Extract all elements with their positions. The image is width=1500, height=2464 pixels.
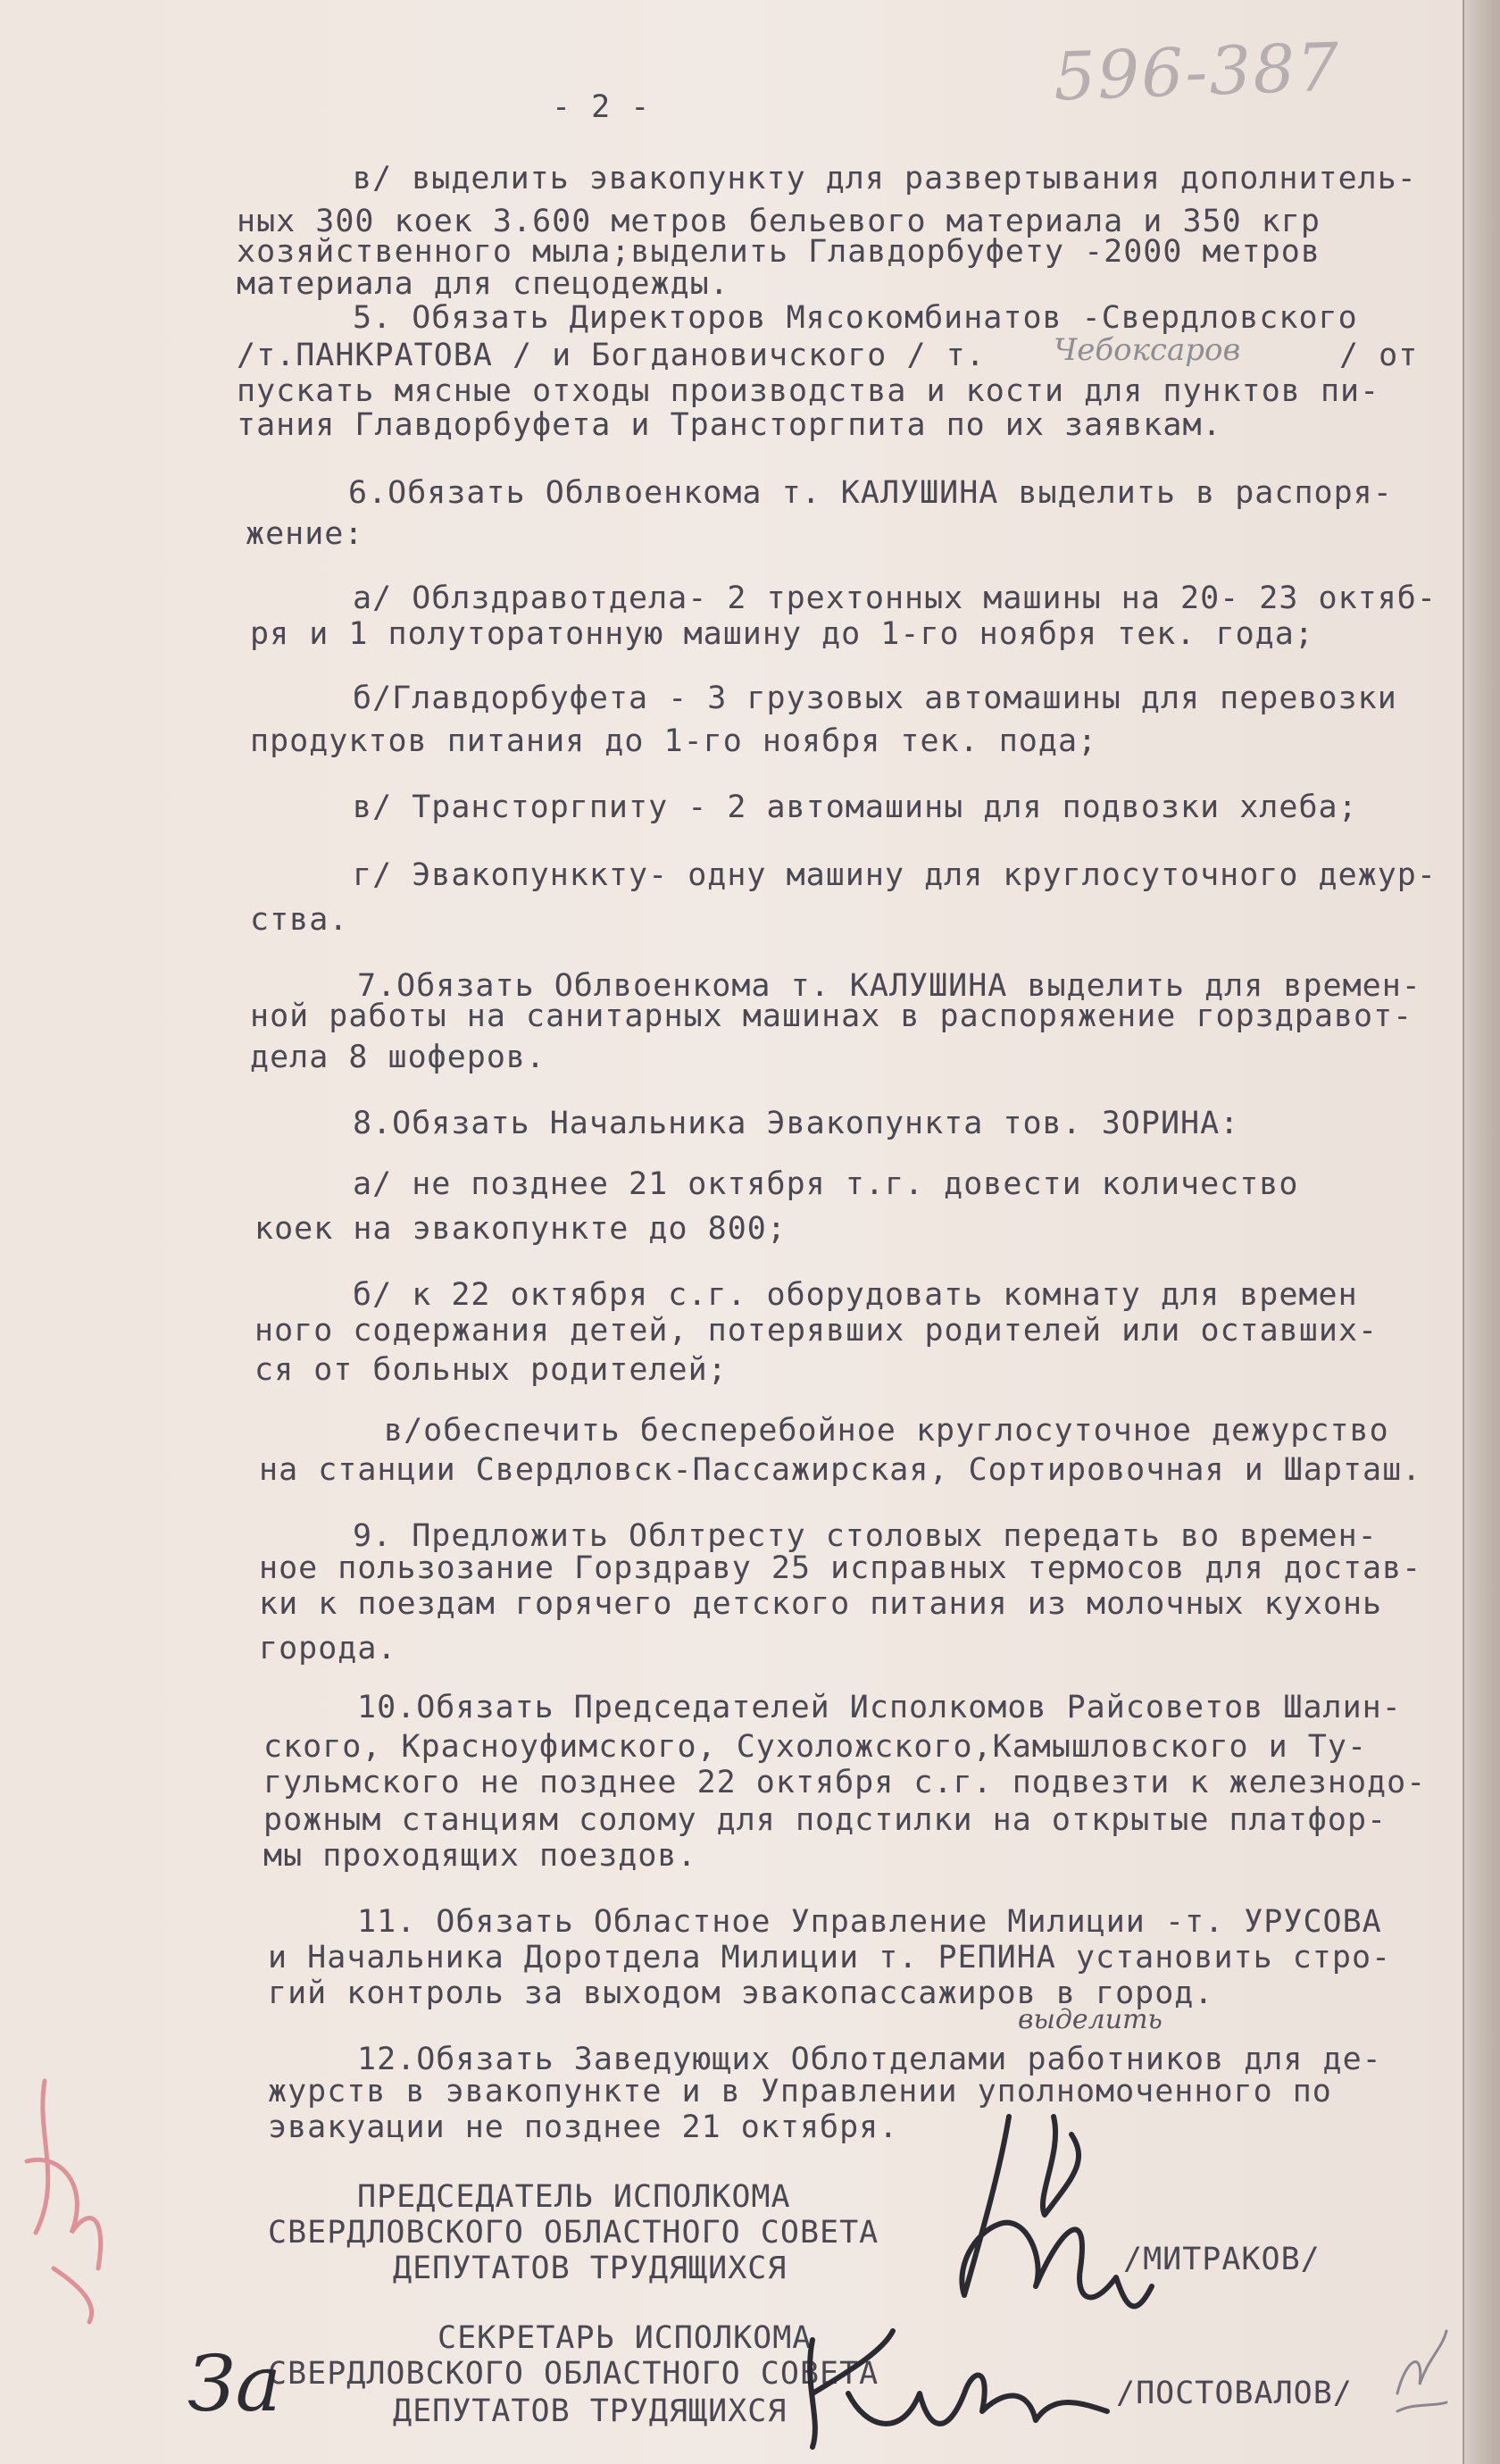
p7-line-2: ной работы на санитарных машинах в распоряжение горздравот- — [250, 998, 1413, 1034]
chairman-signature — [911, 2099, 1179, 2331]
p12-line-1: 12.Обязать Заведующих Облотделами работников для де- — [357, 2042, 1382, 2077]
p9-line-2: ное пользозание Горздраву 25 исправных термосов для достав- — [259, 1550, 1422, 1586]
p10-line-4: рожным станциям солому для подстилки на открытые платфор- — [263, 1802, 1388, 1838]
p10-line-2: ского, Красноуфимского, Сухоложского,Камышловского и Ту- — [263, 1729, 1368, 1765]
p9-line-1: 9. Предложить Облтресту столовых передать во времен- — [353, 1518, 1378, 1554]
p8b-line-3: ся от больных родителей; — [254, 1352, 728, 1388]
p12-handwritten-insert: выделить — [1018, 2004, 1162, 2035]
chairman-title-line-1: ПРЕДСЕДАТЕЛЬ ИСПОЛКОМА — [357, 2179, 791, 2215]
margin-pencil-mark — [1379, 2322, 1460, 2420]
p5-line-2: /т.ПАНКРАТОВА / и Богдановичского / т. — [237, 338, 986, 373]
chairman-name: /МИТРАКОВ/ — [1123, 2242, 1321, 2277]
p8b-line-1: б/ к 22 октября с.г. оборудовать комнату для времен — [353, 1277, 1358, 1313]
secretary-title-line-2: СВЕРДЛОВСКОГО ОБЛАСТНОГО СОВЕТА — [268, 2356, 879, 2392]
p8v-line-2: на станции Свердловск-Пассажирская, Сортировочная и Шарташ. — [259, 1452, 1422, 1488]
secretary-prefix: За — [188, 2340, 281, 2429]
p4v-line-3: хозяйственного мыла;выделить Главдорбуфету -2000 метров — [237, 234, 1321, 270]
p5-handwritten-name: Чебоксаров — [1054, 332, 1241, 368]
p5-line-2-end: / от — [1339, 338, 1419, 373]
p9-line-4: города. — [259, 1631, 397, 1666]
p11-line-3: гий контроль за выходом эвакопассажиров в город. — [268, 1975, 1214, 2011]
margin-red-mark — [9, 2054, 134, 2340]
secretary-signature — [786, 2313, 1125, 2456]
p6a-line-1: а/ Облздравотдела- 2 трехтонных машины на 20- 23 октяб- — [353, 581, 1437, 616]
p12-line-3: эвакуации не позднее 21 октября. — [268, 2109, 899, 2145]
page-number: - 2 - — [552, 89, 651, 125]
archive-number: 596-387 — [1052, 29, 1342, 116]
secretary-name: /ПОСТОВАЛОВ/ — [1116, 2376, 1353, 2411]
p5-line-4: тания Главдорбуфета и Трансторгпита по их заявкам. — [237, 407, 1222, 443]
chairman-title-line-3: ДЕПУТАТОВ ТРУДЯЩИХСЯ — [393, 2251, 788, 2286]
p8b-line-2: ного содержания детей, потерявших родителей или оставших- — [254, 1313, 1379, 1349]
p8v-line-1: в/обеспечить бесперебойное круглосуточное дежурство — [384, 1413, 1389, 1449]
secretary-title-line-3: ДЕПУТАТОВ ТРУДЯЩИХСЯ — [393, 2393, 788, 2429]
secretary-title-line-1: СЕКРЕТАРЬ ИСПОЛКОМА — [438, 2320, 812, 2356]
p8a-line-1: а/ не позднее 21 октября т.г. довести количество — [353, 1166, 1299, 1202]
p4v-line-1: в/ выделить эвакопункту для развертывания дополнитель- — [353, 161, 1417, 196]
p11-line-2: и Начальника Доротдела Милиции т. РЕПИНА установить стро- — [268, 1940, 1392, 1975]
p10-line-5: мы проходящих поездов. — [263, 1838, 697, 1874]
p7-line-3: дела 8 шоферов. — [250, 1040, 546, 1075]
p7-line-1: 7.Обязать Облвоенкома т. КАЛУШИНА выделить для времен- — [357, 968, 1421, 1004]
p6g-line-2: ства. — [250, 902, 349, 938]
p5-line-3: пускать мясные отходы производства и кости для пунктов пи- — [237, 373, 1380, 409]
p10-line-1: 10.Обязать Председателей Исполкомов Райсоветов Шалин- — [357, 1690, 1402, 1725]
p9-line-3: ки к поездам горячего детского питания из молочных кухонь — [259, 1586, 1383, 1622]
p6-line-1: 6.Обязать Облвоенкома т. КАЛУШИНА выделить в распоря- — [348, 475, 1393, 511]
p11-line-1: 11. Обязать Областное Управление Милиции -т. УРУСОВА — [357, 1904, 1382, 1940]
binding-edge — [1462, 0, 1500, 2464]
chairman-title-line-2: СВЕРДЛОВСКОГО ОБЛАСТНОГО СОВЕТА — [268, 2215, 879, 2251]
p5-line-1: 5. Обязать Директоров Мясокомбинатов -Свердловского — [353, 300, 1358, 336]
p6g-line-1: г/ Эвакопунккту- одну машину для круглосуточного дежур- — [353, 857, 1437, 893]
p6b-line-1: б/Главдорбуфета - 3 грузовых автомашины для перевозки — [353, 681, 1397, 716]
p6-line-2: жение: — [246, 516, 364, 552]
p12-line-2: журств в эвакопункте и в Управлении уполномоченного по — [268, 2074, 1332, 2109]
p6b-line-2: продуктов питания до 1-го ноября тек. пода; — [250, 723, 1098, 759]
p4v-line-4: материала для спецодежды. — [237, 266, 729, 302]
p8-line-1: 8.Обязать Начальника Эвакопункта тов. ЗОРИНА: — [353, 1106, 1240, 1141]
p8a-line-2: коек на эвакопункте до 800; — [254, 1211, 787, 1247]
p6v-line-1: в/ Трансторгпиту - 2 автомашины для подвозки хлеба; — [353, 789, 1358, 825]
p10-line-3: гульмского не позднее 22 октября с.г. подвезти к железнодо- — [263, 1765, 1427, 1800]
p4v-line-2: ных 300 коек 3.600 метров бельевого материала и 350 кгр — [237, 204, 1321, 239]
p6a-line-2: ря и 1 полуторатонную машину до 1-го ноября тек. года; — [250, 616, 1314, 652]
